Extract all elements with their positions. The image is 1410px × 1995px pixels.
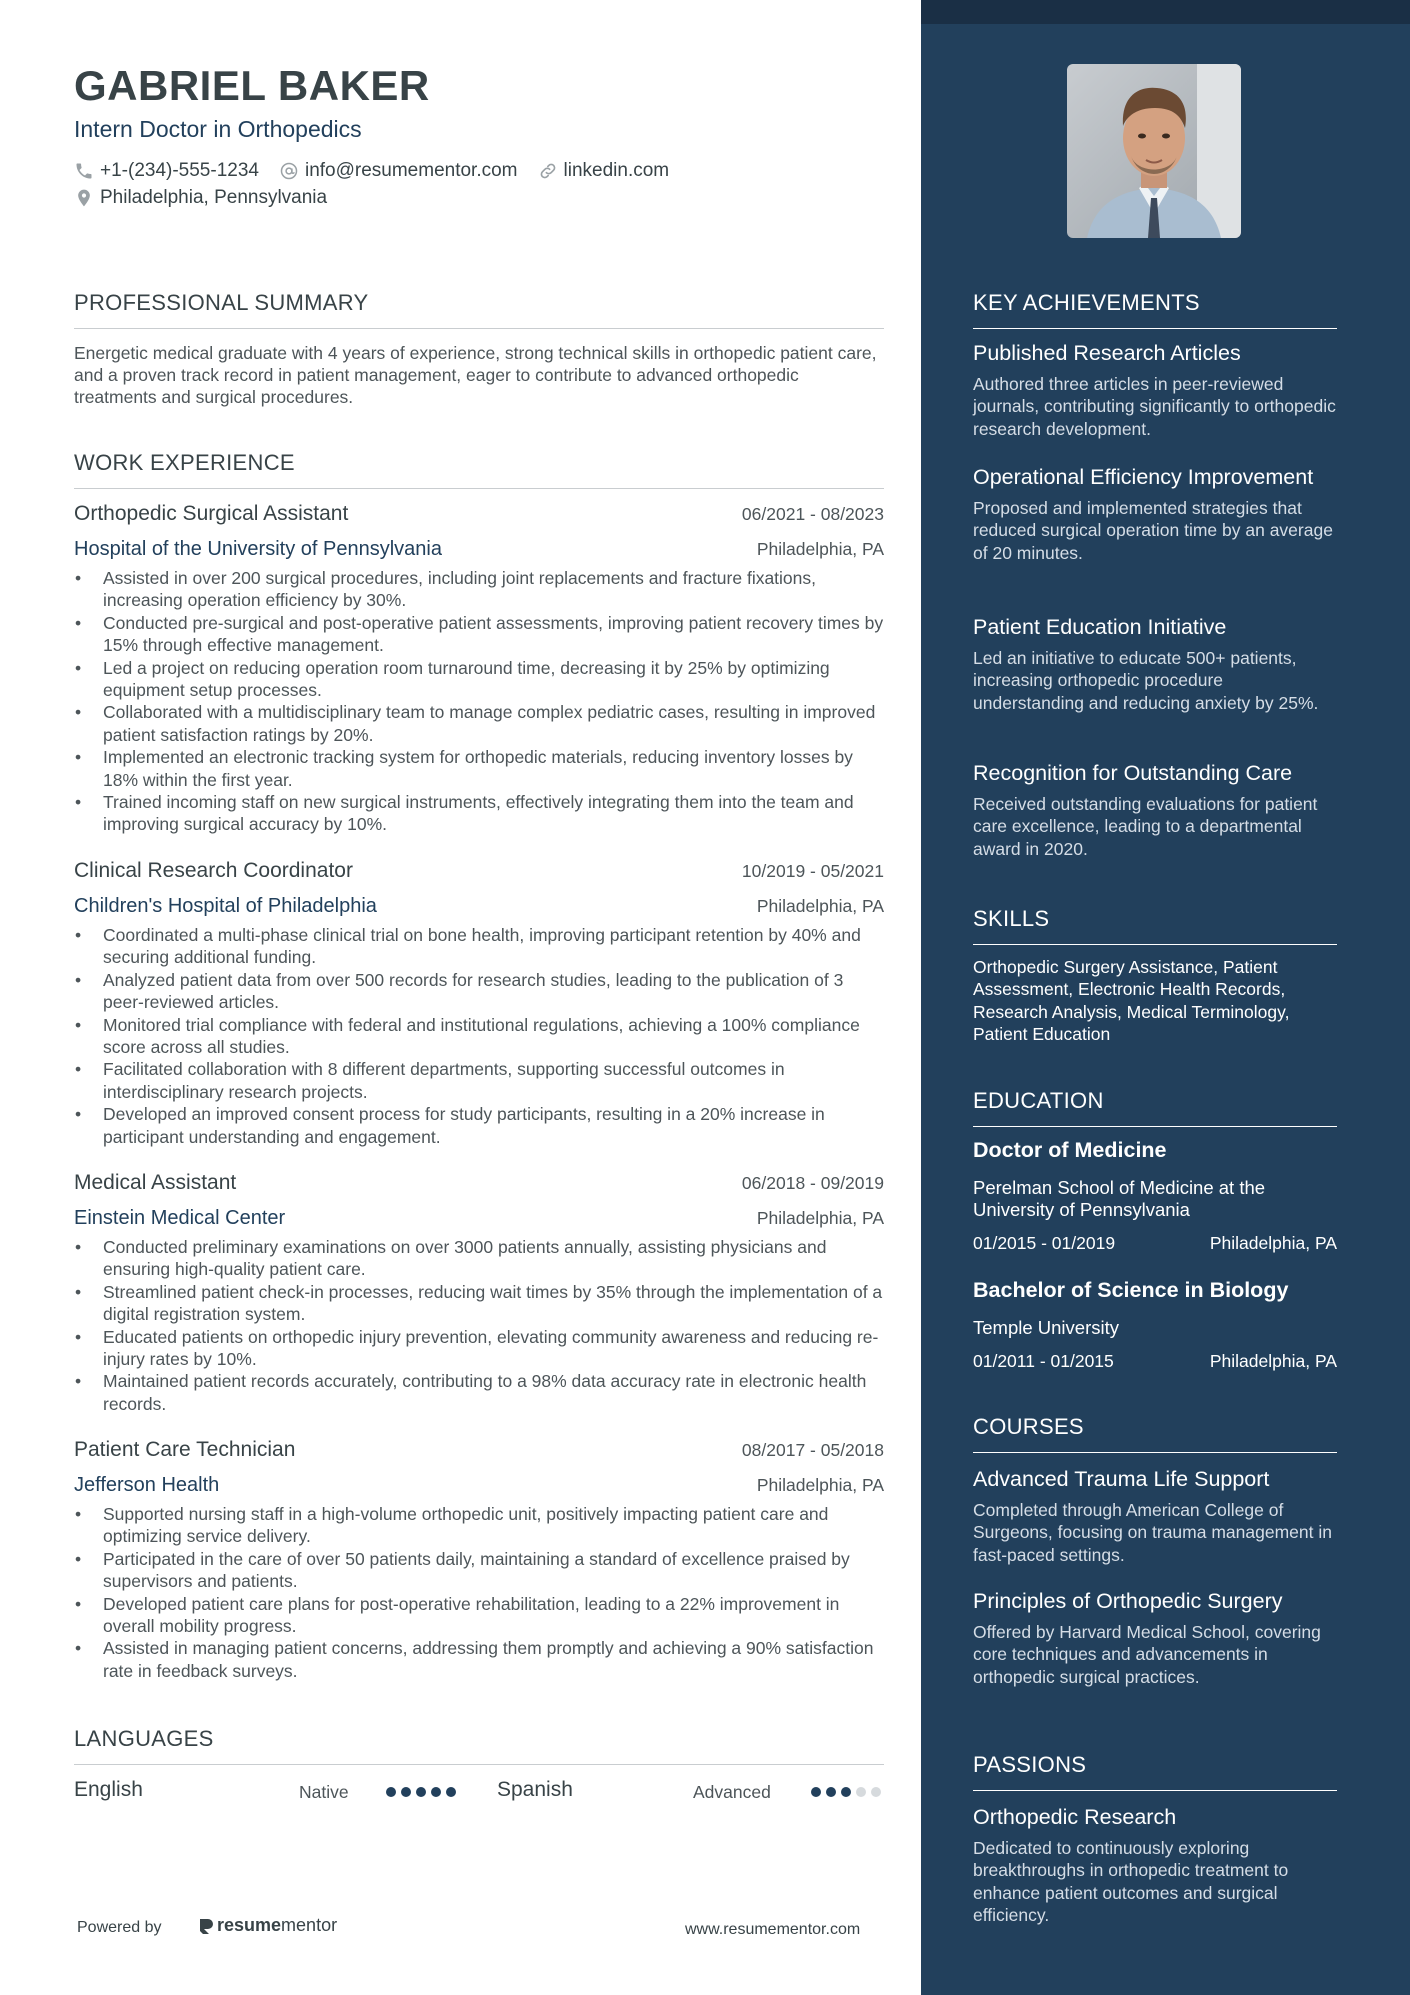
job-location: Philadelphia, PA	[756, 1475, 884, 1495]
course-item	[973, 1588, 1337, 1688]
achievement-title: Published Research Articles	[973, 341, 1241, 365]
job-dates: 06/2018 - 09/2019	[741, 1173, 884, 1193]
contact-phone	[74, 160, 259, 182]
job-bullets	[74, 1503, 884, 1682]
job-bullet: • Developed patient care plans for post-operative rehabilitation, leading to a 22% improvement in overall mobility progress.	[74, 1593, 884, 1638]
achievement-title: Recognition for Outstanding Care	[973, 761, 1293, 785]
job-company: Children's Hospital of Philadelphia	[74, 895, 377, 917]
job-bullet: • Facilitated collaboration with 8 different departments, supporting successful outcomes in interdisciplinary research projects.	[74, 1058, 884, 1103]
linkedin-text[interactable]: linkedin.com	[563, 160, 670, 181]
job-company: Einstein Medical Center	[74, 1207, 286, 1229]
course-desc: Offered by Harvard Medical School, covering core techniques and advancements in orthopedic surgical practices.	[973, 1622, 1321, 1687]
job-bullet: • Maintained patient records accurately, contributing to a 98% data accuracy rate in electronic health records.	[74, 1370, 884, 1415]
job-bullet: • Assisted in over 200 surgical procedures, including joint replacements and fracture fixations, increasing operation efficiency by 30%.	[74, 567, 884, 612]
job-bullets	[74, 567, 884, 836]
location-pin-icon	[74, 188, 94, 208]
languages-heading: LANGUAGES	[74, 1726, 884, 1765]
contact-location	[74, 187, 327, 209]
job-role: Orthopedic Surgical Assistant	[74, 502, 349, 525]
achievement-desc: Authored three articles in peer-reviewed journals, contributing significantly to orthopedic research development.	[973, 374, 1336, 439]
job-location: Philadelphia, PA	[756, 539, 884, 559]
education-item	[973, 1138, 1337, 1254]
job-company: Jefferson Health	[74, 1474, 220, 1496]
achievement-item	[973, 760, 1337, 860]
job-bullets	[74, 924, 884, 1148]
sidebar-top-bar	[921, 0, 1410, 24]
job-bullet: • Trained incoming staff on new surgical instruments, effectively integrating them into the team and improving surgical accuracy by 10%.	[74, 791, 884, 836]
education-degree: Doctor of Medicine	[973, 1138, 1167, 1162]
job-bullet: • Participated in the care of over 50 patients daily, maintaining a standard of excellence praised by supervisors and patients.	[74, 1548, 884, 1593]
contact-row	[74, 160, 689, 182]
job-role: Patient Care Technician	[74, 1438, 296, 1461]
rating-dot-filled	[431, 1787, 441, 1797]
education-dates: 01/2011 - 01/2015	[973, 1351, 1114, 1371]
job-bullet: • Developed an improved consent process for study participants, resulting in a 20% increase in participant understanding and engagement.	[74, 1103, 884, 1148]
job-bullet: • Coordinated a multi-phase clinical trial on bone health, improving participant retention by 40% and securing additional funding.	[74, 924, 884, 969]
resumementor-logo-icon	[198, 1917, 214, 1935]
achievement-desc: Received outstanding evaluations for patient care excellence, leading to a departmental award in 2020.	[973, 794, 1318, 859]
course-item	[973, 1466, 1337, 1566]
education-school: Perelman School of Medicine at the University of Pennsylvania	[973, 1177, 1266, 1220]
language-rating	[811, 1787, 886, 1797]
job-bullet: • Monitored trial compliance with federal and institutional regulations, achieving a 100% compliance score across all studies.	[74, 1014, 884, 1059]
achievement-item	[973, 340, 1337, 440]
job-bullet: • Implemented an electronic tracking system for orthopedic materials, reducing inventory losses by 18% within the first year.	[74, 746, 884, 791]
education-school: Temple University	[973, 1317, 1119, 1338]
achievement-desc: Led an initiative to educate 500+ patients, increasing orthopedic procedure understanding and reducing anxiety by 25%.	[973, 648, 1319, 713]
passion-desc: Dedicated to continuously exploring breakthroughs in orthopedic treatment to enhance patient outcomes and surgical efficiency.	[973, 1838, 1289, 1926]
rating-dot-filled	[841, 1787, 851, 1797]
job-bullets	[74, 1236, 884, 1415]
job-dates: 06/2021 - 08/2023	[741, 504, 884, 524]
link-icon	[538, 161, 558, 181]
rating-dot-filled	[811, 1787, 821, 1797]
job-bullet: • Educated patients on orthopedic injury prevention, elevating community awareness and reducing re-injury rates by 10%.	[74, 1326, 884, 1371]
summary-heading: PROFESSIONAL SUMMARY	[74, 290, 884, 329]
location-text: Philadelphia, Pennsylvania	[100, 187, 328, 208]
passions-heading: PASSIONS	[973, 1752, 1337, 1791]
education-degree: Bachelor of Science in Biology	[973, 1278, 1289, 1302]
achievement-desc: Proposed and implemented strategies that reduced surgical operation time by an average of 20 minutes.	[973, 498, 1333, 563]
rating-dot-filled	[826, 1787, 836, 1797]
job-location: Philadelphia, PA	[756, 1208, 884, 1228]
phone-text: +1-(234)-555-1234	[100, 160, 259, 181]
education-location: Philadelphia, PA	[1209, 1351, 1337, 1371]
passion-title: Orthopedic Research	[973, 1805, 1177, 1829]
achievement-item	[973, 614, 1337, 714]
job-entry	[74, 502, 884, 836]
rating-dot-filled	[446, 1787, 456, 1797]
sidebar	[921, 0, 1410, 1995]
job-dates: 08/2017 - 05/2018	[741, 1440, 884, 1460]
job-bullet: • Led a project on reducing operation room turnaround time, decreasing it by 25% by optimizing equipment setup processes.	[74, 657, 884, 702]
course-desc: Completed through American College of Surgeons, focusing on trauma management in fast-paced settings.	[973, 1500, 1332, 1565]
rating-dot-filled	[386, 1787, 396, 1797]
education-heading: EDUCATION	[973, 1088, 1337, 1127]
contact-email[interactable]	[279, 160, 518, 182]
experience-heading: WORK EXPERIENCE	[74, 450, 884, 489]
languages-list	[74, 1778, 884, 1808]
language-name: Spanish	[497, 1778, 573, 1801]
passion-item	[973, 1804, 1337, 1927]
course-title: Principles of Orthopedic Surgery	[973, 1589, 1283, 1613]
language-level: Native	[299, 1782, 349, 1802]
logo-text-bold: resume	[217, 1915, 282, 1935]
contact-linkedin[interactable]	[538, 160, 670, 182]
education-dates: 01/2015 - 01/2019	[973, 1233, 1116, 1253]
rating-dot-filled	[401, 1787, 411, 1797]
rating-dot-filled	[416, 1787, 426, 1797]
resumementor-logo[interactable]	[198, 1915, 337, 1936]
job-entry	[74, 859, 884, 1148]
job-bullet: • Analyzed patient data from over 500 records for research studies, leading to the publication of 3 peer-reviewed articles.	[74, 969, 884, 1014]
candidate-title: Intern Doctor in Orthopedics	[74, 116, 362, 142]
education-location: Philadelphia, PA	[1209, 1233, 1337, 1253]
courses-heading: COURSES	[973, 1414, 1337, 1453]
language-name: English	[74, 1778, 143, 1801]
course-title: Advanced Trauma Life Support	[973, 1467, 1270, 1491]
job-bullet: • Assisted in managing patient concerns, addressing them promptly and achieving a 90% satisfaction rate in feedback surveys.	[74, 1637, 884, 1682]
at-icon	[279, 161, 299, 181]
achievement-item	[973, 464, 1337, 564]
job-bullet: • Collaborated with a multidisciplinary team to manage complex pediatric cases, resulting in improved patient satisfaction ratings by 20%.	[74, 701, 884, 746]
candidate-name: GABRIEL BAKER	[74, 62, 430, 109]
job-entry	[74, 1171, 884, 1415]
job-role: Medical Assistant	[74, 1171, 237, 1194]
job-bullet: • Conducted pre-surgical and post-operative patient assessments, improving patient recovery times by 15% through effective management.	[74, 612, 884, 657]
job-dates: 10/2019 - 05/2021	[741, 861, 884, 881]
job-bullet: • Supported nursing staff in a high-volume orthopedic unit, positively impacting patient care and optimizing service delivery.	[74, 1503, 884, 1548]
skills-text: Orthopedic Surgery Assistance, Patient Assessment, Electronic Health Records, Research Analysis, Medical Terminology, Patient Education	[973, 957, 1290, 1045]
achievement-title: Operational Efficiency Improvement	[973, 465, 1314, 489]
powered-by-label: Powered by	[77, 1919, 162, 1936]
job-bullet: • Streamlined patient check-in processes, reducing wait times by 35% through the implementation of a digital registration system.	[74, 1281, 884, 1326]
summary-text: Energetic medical graduate with 4 years of experience, strong technical skills in orthopedic patient care, and a proven track record in patient management, eager to contribute to advanced orthopedic treatments and surgical procedures.	[74, 343, 877, 407]
education-item	[973, 1278, 1337, 1372]
phone-icon	[74, 161, 94, 181]
achievements-heading: KEY ACHIEVEMENTS	[973, 290, 1337, 329]
job-location: Philadelphia, PA	[756, 896, 884, 916]
job-role: Clinical Research Coordinator	[74, 859, 353, 882]
skills-heading: SKILLS	[973, 906, 1337, 945]
rating-dot-empty	[871, 1787, 881, 1797]
achievement-title: Patient Education Initiative	[973, 615, 1227, 639]
email-text[interactable]: info@resumementor.com	[304, 160, 518, 181]
logo-text-regular: mentor	[281, 1915, 338, 1935]
profile-photo	[1067, 64, 1241, 238]
language-level: Advanced	[693, 1782, 771, 1802]
language-rating	[386, 1787, 461, 1797]
job-company: Hospital of the University of Pennsylvania	[74, 538, 442, 560]
job-bullet: • Conducted preliminary examinations on over 3000 patients annually, assisting physicians and ensuring high-quality patient care.	[74, 1236, 884, 1281]
rating-dot-empty	[856, 1787, 866, 1797]
contact-row-location	[74, 187, 347, 209]
job-entry	[74, 1438, 884, 1682]
footer-url[interactable]: www.resumementor.com	[685, 1921, 861, 1938]
